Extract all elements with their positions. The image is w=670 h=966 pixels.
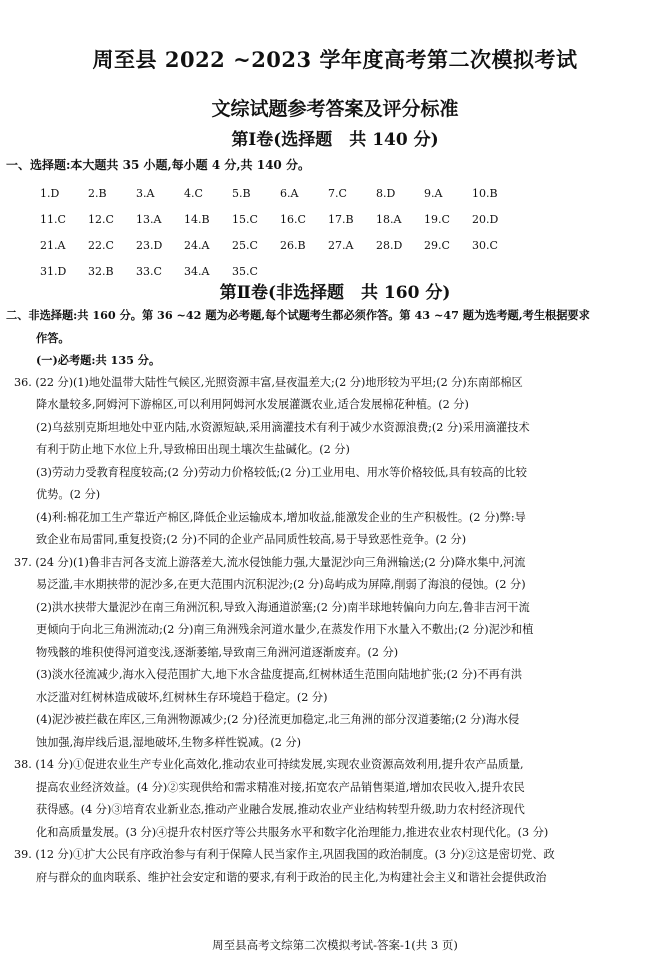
answer-text-line: 物残骸的堆积使得河道变浅,逐渐萎缩,导致南三角洲河道逐渐废弃。(2 分)	[36, 645, 399, 659]
part2-intro-line1: 二、非选择题:共 160 分。第 36 ~42 题为必考题,每个试题考生都必须作答。第 43 ~47 题为选考题,考生根据要求	[6, 308, 590, 322]
answer-item: 21.A	[40, 238, 66, 252]
answer-text-line: (2)洪水挟带大量泥沙在南三角洲沉积,导致入海通道淤塞;(2 分)南半球地转偏向力向左,鲁非吉河干流	[36, 600, 530, 614]
answer-row	[40, 232, 520, 258]
answer-item: 10.B	[472, 186, 498, 200]
page-footer: 周至县高考文综第二次模拟考试-答案-1(共 3 页)	[212, 938, 458, 952]
answer-item: 4.C	[184, 186, 203, 200]
answer-item: 2.B	[88, 186, 107, 200]
answer-text-line: 提高农业经济效益。(4 分)②实现供给和需求精准对接,拓宽农产品销售渠道,增加农民收入,提升农民	[36, 780, 525, 794]
answer-text-line: 36. (22 分)(1)地处温带大陆性气候区,光照资源丰富,昼夜温差大;(2 分)地形较为平坦;(2 分)东南部棉区	[14, 375, 523, 389]
answer-item: 12.C	[88, 212, 114, 226]
answer-item: 35.C	[232, 264, 258, 278]
answer-lines	[6, 372, 660, 890]
answer-item: 22.C	[88, 238, 114, 252]
answer-item: 7.C	[328, 186, 347, 200]
answer-item: 20.D	[472, 212, 499, 226]
answer-item: 26.B	[280, 238, 306, 252]
page-subtitle: 文综试题参考答案及评分标准	[211, 98, 459, 120]
part1-heading: 第Ⅰ卷(选择题 共 140 分)	[231, 130, 439, 150]
answer-grid	[40, 180, 520, 284]
answer-item: 6.A	[280, 186, 299, 200]
answer-item: 17.B	[328, 212, 354, 226]
answer-item: 30.C	[472, 238, 498, 252]
answer-item: 1.D	[40, 186, 60, 200]
answer-text-line: 获得感。(4 分)③培育农业新业态,推动产业融合发展,推动农业产业结构转型升级,助力农村经济现代	[36, 803, 525, 816]
answer-text-line: 38. (14 分)①促进农业生产专业化高效化,推动农业可持续发展,实现农业资源高效利用,提升农产品质量,	[14, 758, 524, 771]
answer-item: 18.A	[376, 212, 402, 226]
answer-item: 27.A	[328, 238, 354, 252]
part2-body	[6, 304, 660, 889]
answer-row	[40, 180, 520, 206]
answer-text-line: 致企业布局雷同,重复投资;(2 分)不同的企业产品同质性较高,易于导致恶性竞争。(2 分)	[36, 533, 467, 546]
answer-item: 24.A	[184, 238, 210, 252]
answer-text-line: (2)乌兹别克斯坦地处中亚内陆,水资源短缺,采用滴灌技术有利于减少水资源浪费;(2 分)采用滴灌技术	[36, 420, 530, 434]
answer-item: 9.A	[424, 186, 443, 200]
answer-text-line: 易泛滥,丰水期挟带的泥沙多,在更大范围内沉积泥沙;(2 分)岛屿成为屏障,削弱了海浪的侵蚀。(2 分)	[36, 578, 526, 591]
answer-item: 15.C	[232, 212, 258, 226]
answer-item: 19.C	[424, 212, 450, 226]
answer-row	[40, 206, 520, 232]
answer-text-line: 蚀加强,海岸线后退,湿地破坏,生物多样性锐减。(2 分)	[36, 735, 302, 749]
answer-text-line: 有利于防止地下水位上升,导致棉田出现土壤次生盐碱化。(2 分)	[36, 443, 350, 456]
answer-text-line: 降水量较多,阿姆河下游棉区,可以利用阿姆河水发展灌溉农业,适合发展棉花种植。(2 分)	[36, 398, 469, 411]
answer-text-line: 水泛滥对红树林造成破坏,红树林生存环境趋于稳定。(2 分)	[36, 690, 328, 704]
answer-item: 28.D	[376, 238, 403, 252]
answer-item: 14.B	[184, 212, 210, 226]
answer-item: 25.C	[232, 238, 258, 252]
answer-text-line: 更倾向于向北三角洲流动;(2 分)南三角洲残余河道水量少,在蒸发作用下水量入不敷出;(2 分)泥沙和植	[36, 623, 534, 636]
answer-text-line: 37. (24 分)(1)鲁非吉河各支流上游落差大,流水侵蚀能力强,大量泥沙向三角洲输送;(2 分)降水集中,河流	[14, 555, 526, 569]
answer-item: 11.C	[40, 212, 66, 226]
answer-item: 5.B	[232, 186, 251, 200]
answer-item: 8.D	[376, 186, 396, 200]
required-section-label: (一)必考题:共 135 分。	[36, 353, 161, 367]
answer-item: 32.B	[88, 264, 114, 278]
answer-item: 16.C	[280, 212, 306, 226]
answer-item: 33.C	[136, 264, 162, 278]
answer-item: 34.A	[184, 264, 210, 278]
part2-heading: 第Ⅱ卷(非选择题 共 160 分)	[219, 283, 451, 303]
answer-item: 23.D	[136, 238, 163, 252]
answer-text-line: (3)劳动力受教育程度较高;(2 分)劳动力价格较低;(2 分)工业用电、用水等价格较低,具有较高的比较	[36, 465, 527, 479]
page-title: 周至县 2022 ~2023 学年度高考第二次模拟考试	[92, 47, 578, 72]
answer-item: 13.A	[136, 212, 162, 226]
answer-text-line: 化和高质量发展。(3 分)④提升农村医疗等公共服务水平和数字化治理能力,推进农业农村现代化。(3 分)	[36, 825, 549, 839]
answer-text-line: 39. (12 分)①扩大公民有序政治参与有利于保障人民当家作主,巩固我国的政治制度。(3 分)②这是密切党、政	[14, 848, 555, 861]
part1-intro: 一、选择题:本大题共 35 小题,每小题 4 分,共 140 分。	[6, 158, 310, 172]
part2-intro-line2: 作答。	[36, 330, 70, 345]
answer-text-line: (4)泥沙被拦截在库区,三角洲物源减少;(2 分)径流更加稳定,北三角洲的部分汊道萎缩;(2 分)海水侵	[36, 713, 520, 726]
answer-item: 29.C	[424, 238, 450, 252]
answer-text-line: 优势。(2 分)	[36, 488, 101, 501]
answer-text-line: 府与群众的血肉联系、维护社会安定和谐的要求,有利于政治的民主化,为构建社会主义和谐社会提供政治	[36, 870, 547, 884]
answer-text-line: (4)利:棉花加工生产靠近产棉区,降低企业运输成本,增加收益,能激发企业的生产积极性。(2 分)弊:导	[36, 510, 526, 524]
answer-text-line: (3)淡水径流减少,海水入侵范围扩大,地下水含盐度提高,红树林适生范围向陆地扩张;(2 分)不再有洪	[36, 668, 523, 681]
answer-item: 3.A	[136, 186, 155, 200]
answer-item: 31.D	[40, 264, 67, 278]
